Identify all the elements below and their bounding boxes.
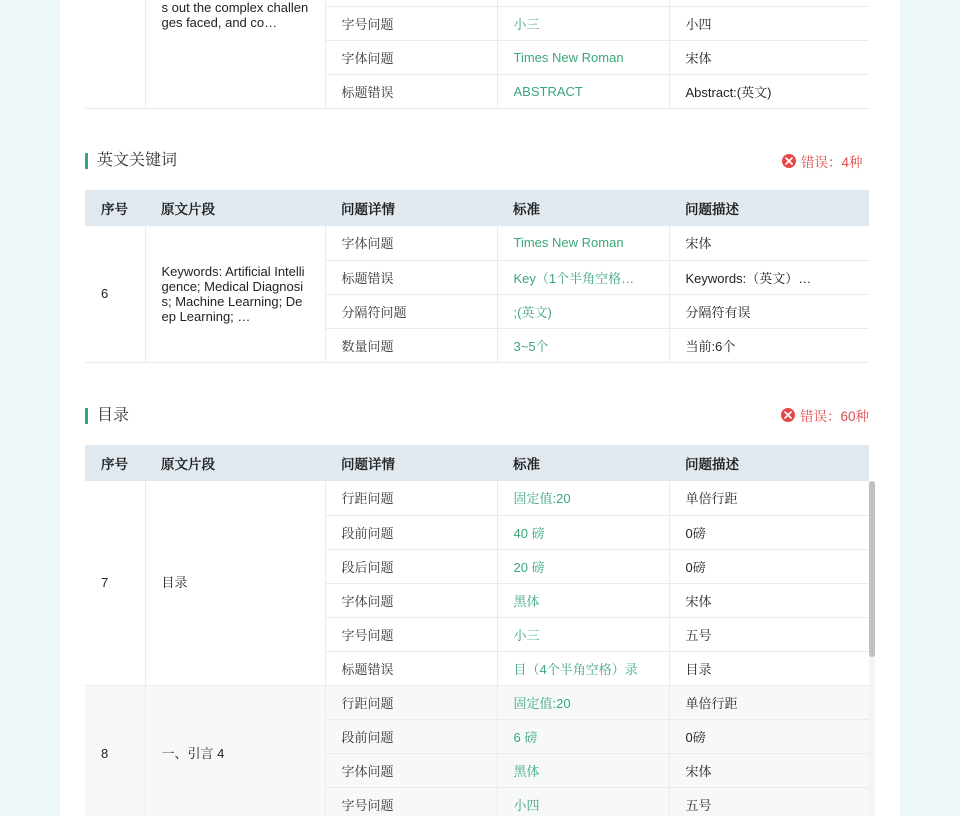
detail-cell: 字体问题 [325, 583, 497, 617]
standard-cell: ;(英文) [497, 294, 669, 328]
detail-cell: 字号问题 [325, 787, 497, 816]
detail-cell: 字号问题 [325, 617, 497, 651]
keywords-issues-table [85, 190, 869, 363]
description-cell: 宋体 [669, 583, 869, 617]
toc-table-scroll-area[interactable] [85, 445, 869, 816]
standard-cell: 40 磅 [497, 515, 669, 549]
fragment-text: 目录 [161, 575, 188, 591]
description-cell: 单倍行距 [669, 481, 869, 515]
standard-cell: Times New Roman [497, 226, 669, 260]
detail-cell: 字体问题 [325, 753, 497, 787]
standard-cell: 小四 [497, 787, 669, 816]
description-cell: 小四 [669, 6, 869, 40]
error-count-keywords [782, 151, 863, 171]
error-count-label: 错误：60种 [800, 409, 870, 424]
description-cell: 0磅 [669, 719, 869, 753]
fragment-text: Keywords: Artificial Intelligence; Medical Diagnosis; Machine Learning; Deep Learning; … [161, 263, 305, 324]
detail-cell: 段前问题 [325, 515, 497, 549]
standard-cell: Times New Roman [497, 40, 669, 74]
standard-cell: 3~5个 [497, 328, 669, 362]
row-fragment-cell [145, 226, 325, 362]
standard-cell: 固定值:20 [497, 481, 669, 515]
section-title-keywords: 英文关键词 [85, 153, 177, 169]
description-cell: 0磅 [669, 549, 869, 583]
description-cell: 0磅 [669, 515, 869, 549]
standard-cell: 黑体 [497, 753, 669, 787]
toc-issues-table [85, 445, 869, 816]
standard-cell: 小三 [497, 6, 669, 40]
row-fragment-cell [145, 685, 325, 816]
description-cell: Keywords:（英文）… [669, 260, 869, 294]
standard-cell: 固定值:20 [497, 685, 669, 719]
description-cell: 五号 [669, 787, 869, 816]
detail-cell: 段后问题 [325, 549, 497, 583]
standard-cell: 黑体 [497, 583, 669, 617]
detail-cell: 标题错误 [325, 74, 497, 108]
detail-cell: 字体问题 [325, 40, 497, 74]
detail-cell: 字号问题 [325, 6, 497, 40]
description-cell: 宋体 [669, 226, 869, 260]
detail-cell: 分隔符问题 [325, 294, 497, 328]
standard-cell: 目（4个半角空格）录 [497, 651, 669, 685]
column-header-fragment: 原文片段 [145, 445, 325, 481]
column-header-detail: 问题详情 [325, 445, 497, 481]
row-index-cell: 8 [85, 685, 145, 816]
detail-cell: 字体问题 [325, 226, 497, 260]
description-cell: Abstract:(英文) [669, 74, 869, 108]
detail-cell: 行距问题 [325, 481, 497, 515]
column-header-index: 序号 [85, 190, 145, 226]
table-row [85, 685, 869, 719]
description-cell: 五号 [669, 617, 869, 651]
row-index-cell: 7 [85, 481, 145, 685]
detail-cell: 数量问题 [325, 328, 497, 362]
row-index-cell: 6 [85, 226, 145, 362]
toc-scrollbar-thumb[interactable] [869, 481, 875, 657]
table-header-row [85, 190, 869, 226]
description-cell: 目录 [669, 651, 869, 685]
error-count-toc [781, 405, 869, 425]
table-header-row [85, 445, 869, 481]
close-circle-icon [782, 154, 796, 168]
description-cell: 分隔符有误 [669, 294, 869, 328]
standard-cell: Key（1个半角空格… [497, 260, 669, 294]
standard-cell: 小三 [497, 617, 669, 651]
column-header-index: 序号 [85, 445, 145, 481]
column-header-fragment: 原文片段 [145, 190, 325, 226]
description-cell: 宋体 [669, 40, 869, 74]
detail-cell: 行距问题 [325, 685, 497, 719]
table-row [85, 481, 869, 515]
detail-cell: 标题错误 [325, 651, 497, 685]
abstract-issues-table [85, 0, 869, 109]
column-header-description: 问题描述 [669, 190, 869, 226]
description-cell: 单倍行距 [669, 685, 869, 719]
row-fragment-cell [145, 481, 325, 685]
fragment-text: s out the complex challenges faced, and co… [161, 0, 309, 30]
column-header-standard: 标准 [497, 190, 669, 226]
column-header-description: 问题描述 [669, 445, 869, 481]
column-header-standard: 标准 [497, 445, 669, 481]
standard-cell: 6 磅 [497, 719, 669, 753]
row-index-cell [85, 0, 145, 108]
table-row [85, 226, 869, 260]
column-header-detail: 问题详情 [325, 190, 497, 226]
standard-cell: 20 磅 [497, 549, 669, 583]
fragment-text: 一、引言 4 [161, 745, 225, 761]
close-circle-icon [781, 408, 795, 422]
description-cell: 宋体 [669, 753, 869, 787]
row-fragment-cell [145, 0, 325, 108]
section-title-toc: 目录 [85, 408, 129, 424]
detail-cell: 段前问题 [325, 719, 497, 753]
detail-cell: 标题错误 [325, 260, 497, 294]
standard-cell: ABSTRACT [497, 74, 669, 108]
error-count-label: 错误：4种 [801, 155, 863, 170]
description-cell: 当前:6个 [669, 328, 869, 362]
